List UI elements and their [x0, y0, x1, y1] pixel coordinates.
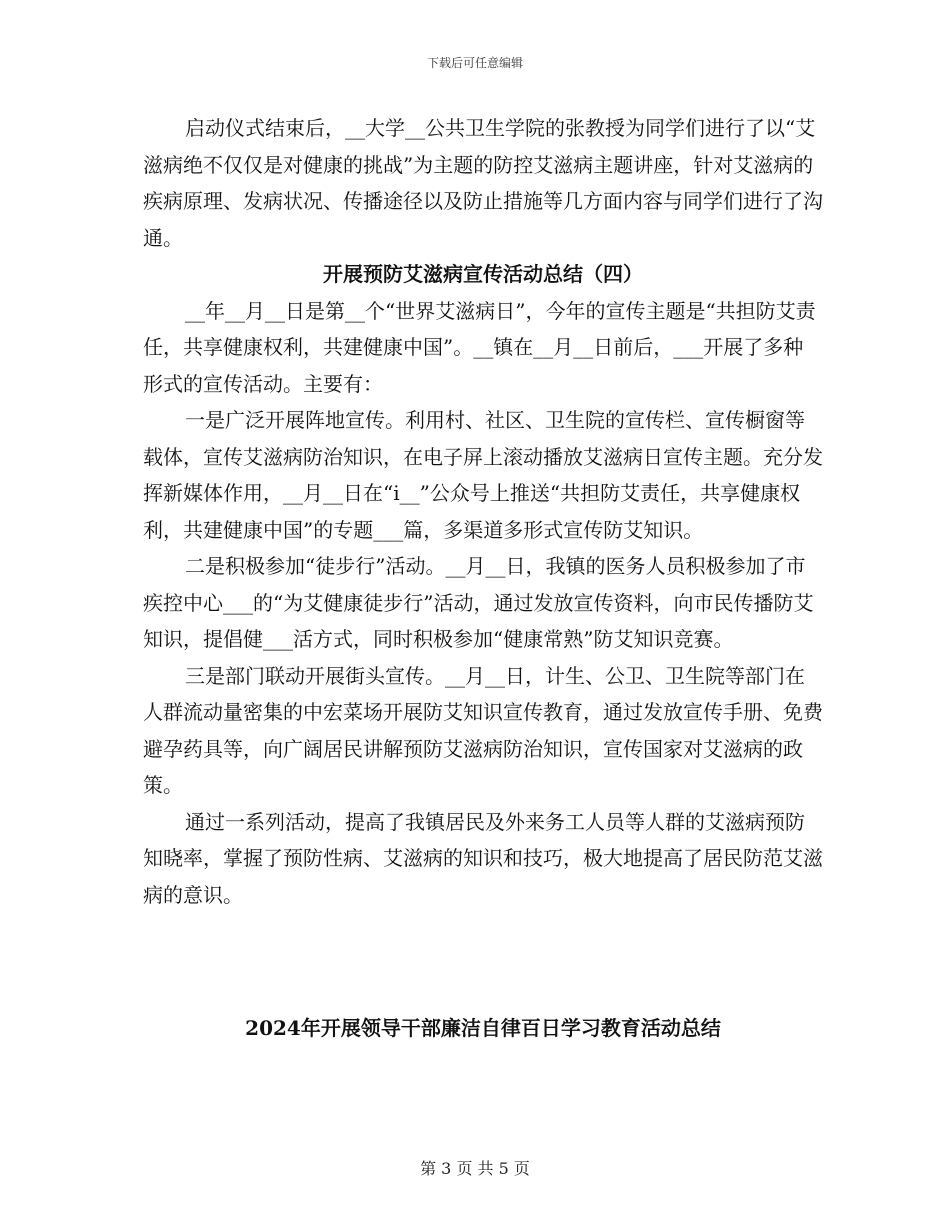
page-footer: 第 3 页 共 5 页 — [420, 1159, 530, 1178]
paragraph-conclusion: 通过一系列活动，提高了我镇居民及外来务工人员等人群的艾滋病预防知晓率，掌握了预防性病、艾滋病的知识和技巧，极大地提高了居民防范艾滋病的意识。 — [143, 809, 823, 907]
paragraph-lecture: 启动仪式结束后，__大学__公共卫生学院的张教授为同学们进行了以“艾滋病绝不仅仅是对健康的挑战”为主题的防控艾滋病主题讲座，针对艾滋病的疾病原理、发病状况、传播途径以及防止措施等几方面内容与同学们进行了沟通。 — [143, 116, 823, 250]
paragraph-intro: __年__月__日是第__个“世界艾滋病日”，今年的宣传主题是“共担防艾责任，共享健康权利，共建健康中国”。__镇在__月__日前后，___开展了多种形式的宣传活动。主要有： — [143, 298, 816, 396]
header-note: 下载后可任意编辑 — [426, 56, 523, 70]
next-document-title: 2024年开展领导干部廉洁自律百日学习教育活动总结 — [245, 1016, 721, 1040]
section-title: 开展预防艾滋病宣传活动总结（四） — [323, 262, 643, 286]
paragraph-walk-activity: 二是积极参加“徒步行”活动。__月__日，我镇的医务人员积极参加了市疾控中心___的“为艾健康徒步行”活动，通过发放宣传资料，向市民传播防艾知识，提倡健___活方式，同时积极参加“健康常熟”防艾知识竞赛。 — [143, 554, 814, 651]
paragraph-street-publicity: 三是部门联动开展街头宣传。__月__日，计生、公卫、卫生院等部门在人群流动量密集的中宏菜场开展防艾知识宣传教育，通过发放宣传手册、免费避孕药具等，向广阔居民讲解预防艾滋病防治知识，宣传国家对艾滋病的政策。 — [143, 663, 823, 797]
paragraph-position-publicity: 一是广泛开展阵地宣传。利用村、社区、卫生院的宣传栏、宣传橱窗等载体，宣传艾滋病防治知识，在电子屏上滚动播放艾滋病日宣传主题。充分发挥新媒体作用，__月__日在“i__”公众号上推送“共担防艾责任，共享健康权利，共建健康中国”的专题___篇，多渠道多形式宣传防艾知识。 — [143, 408, 823, 542]
document-body — [143, 110, 823, 913]
